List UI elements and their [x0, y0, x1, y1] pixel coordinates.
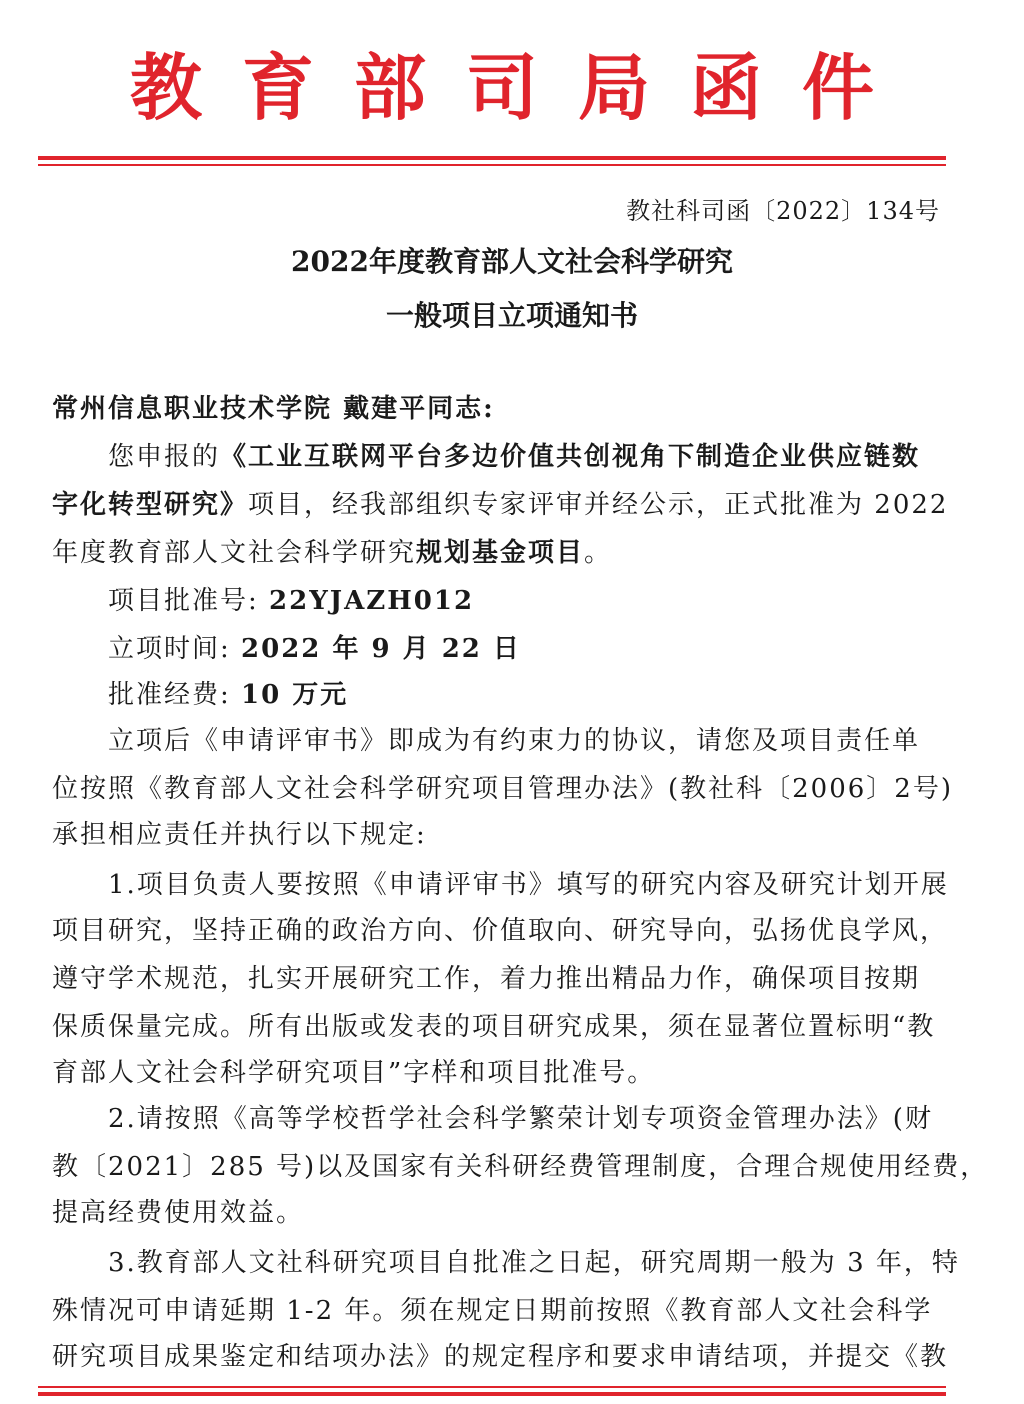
document-title-line2: 一般项目立项通知书: [385, 299, 638, 332]
letterhead-title: 教育部司局函件: [129, 46, 914, 130]
intro-middle: 项目，经我部组织专家评审并经公示，正式批准为 2022: [248, 490, 949, 520]
intro-end: 。: [584, 538, 613, 568]
body-line: 研究项目成果鉴定和结项办法》的规定程序和要求申请结项，并提交《教: [52, 1342, 949, 1372]
salutation-recipient: 戴建平同志:: [343, 394, 495, 424]
body-line: 位按照《教育部人文社会科学研究项目管理办法》(教社科〔2006〕2号): [52, 774, 953, 804]
project-title-part2: 字化转型研究》: [52, 490, 249, 520]
intro-line-1: [108, 434, 938, 480]
body-line: 立项后《申请评审书》即成为有约束力的协议，请您及项目责任单: [108, 726, 921, 756]
salutation: [52, 386, 938, 432]
letterhead-rule-bottom: [38, 1386, 946, 1396]
body-line: 育部人文社会科学研究项目”字样和项目批准号。: [52, 1058, 656, 1088]
body-line: 3.教育部人文社科研究项目自批准之日起，研究周期一般为 3 年，特: [108, 1248, 960, 1278]
approval-date-row: [108, 626, 938, 672]
intro-prefix: 您申报的: [108, 442, 221, 472]
document-title-line1: 2022年度教育部人文社会科学研究: [291, 245, 733, 278]
body-line: 提高经费使用效益。: [52, 1198, 305, 1228]
fund-type: 规划基金项目: [416, 538, 585, 568]
intro-line3-prefix: 年度教育部人文社会科学研究: [52, 538, 417, 568]
body-line: 教〔2021〕285 号)以及国家有关科研经费管理制度，合理合规使用经费，: [52, 1152, 989, 1182]
document-number: 教社科司函〔2022〕134号: [626, 197, 940, 225]
approval-date-value: 2022 年 9 月 22 日: [241, 634, 521, 664]
intro-line-3: [52, 530, 938, 576]
approval-number-label: 项目批准号:: [108, 586, 259, 616]
body-line: 1.项目负责人要按照《申请评审书》填写的研究内容及研究计划开展: [108, 870, 949, 900]
funding-row: [108, 672, 938, 718]
salutation-institution: 常州信息职业技术学院: [52, 394, 333, 424]
letterhead-rule-top: [38, 156, 946, 166]
body-line: 2.请按照《高等学校哲学社会科学繁荣计划专项资金管理办法》(财: [108, 1104, 933, 1134]
intro-line-2: [52, 482, 949, 528]
body-line: 项目研究，坚持正确的政治方向、价值取向、研究导向，弘扬优良学风，: [52, 916, 949, 946]
body-line: 承担相应责任并执行以下规定:: [52, 820, 427, 850]
body-line: 保质保量完成。所有出版或发表的项目研究成果，须在显著位置标明“教: [52, 1012, 936, 1042]
body-line: 遵守学术规范，扎实开展研究工作，着力推出精品力作，确保项目按期: [52, 964, 921, 994]
approval-number-row: [108, 578, 938, 624]
project-title-part1: 《工业互联网平台多边价值共创视角下制造企业供应链数: [220, 442, 921, 472]
funding-value: 10 万元: [241, 680, 349, 710]
approval-number-value: 22YJAZH012: [269, 586, 475, 616]
approval-date-label: 立项时间:: [108, 634, 231, 664]
funding-label: 批准经费:: [108, 680, 231, 710]
body-line: 殊情况可申请延期 1-2 年。须在规定日期前按照《教育部人文社会科学: [52, 1296, 933, 1326]
